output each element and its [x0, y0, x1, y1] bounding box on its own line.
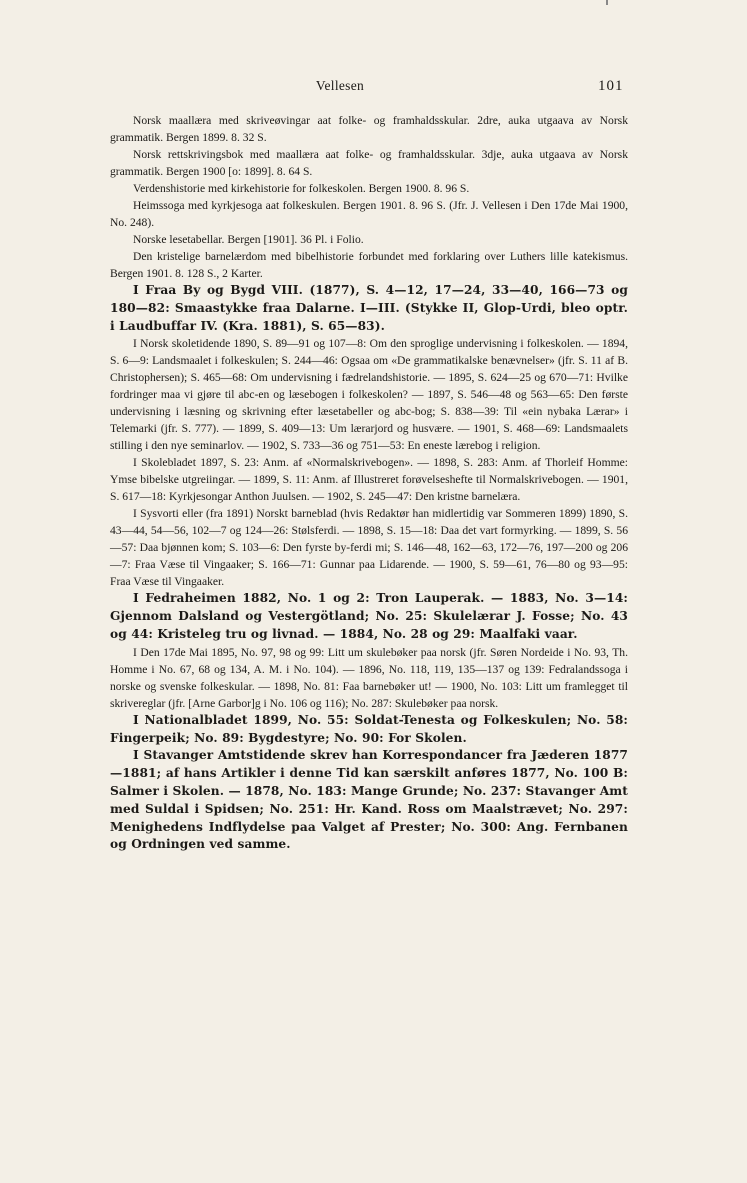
print-mark	[606, 0, 608, 5]
page-number: 101	[598, 78, 624, 94]
entry-heimssoga: Heimssoga med kyrkjesoga aat folkeskulen. Bergen 1901. 8. 96 S. (Jfr. J. Vellesen i Den 17de Mai 1900, No. 248).	[110, 199, 628, 229]
entry-stavanger-amtstidende: I Stavanger Amtstidende skrev han Korrespondancer fra Jæderen 1877—1881; af hans Artikler i denne Tid kan særskilt anføres 1877, No. 100 B: Salmer i Skolen. — 1878, No. 183: Mange Grunde; No. 237: Stavanger Amt med Suldal i Spidsen; No. 251: Hr. Kand. Ross om Maalstrævet; No. 297: Menighedens Indflydelse paa Valget af Prester; No. 300: Ang. Fernbanen og Ordningen ved samme.	[110, 748, 628, 852]
entry-barnelaerdom: Den kristelige barnelærdom med bibelhistorie forbundet med forklaring over Luthers lille katekismus. Bergen 1901. 8. 128 S., 2 Karter.	[110, 250, 628, 280]
entry-verdenshistorie: Verdenshistorie med kirkehistorie for folkeskolen. Bergen 1900. 8. 96 S.	[133, 182, 470, 195]
entry-den-17de-mai: I Den 17de Mai 1895, No. 97, 98 og 99: Litt um skulebøker paa norsk (jfr. Søren Nordeide i No. 93, Th. Homme i No. 67, 68 og 134, A. M. i No. 104). — 1896, No. 118, 119, 135—137 og 139: Fedralandssoga i norske og svenske folkeskular. — 1898, No. 81: Faa barnebøker ut! — 1900, No. 103: Litt um framlegget til skrivereglar (jfr. [Arne Garbor]g i No. 106 og 116); No. 287: Skulebøker paa norsk.	[110, 645, 628, 710]
page-header	[0, 74, 747, 104]
bibliography-text	[110, 112, 628, 854]
running-head: Vellesen	[315, 78, 365, 93]
entry-norsk-maallaera: Norsk maallæra med skriveøvingar aat folke- og framhaldsskular. 2dre, auka utgaava av Norsk grammatik. Bergen 1899. 8. 32 S.	[110, 114, 628, 144]
entry-skolebladet: I Skolebladet 1897, S. 23: Anm. af «Normalskrivebogen». — 1898, S. 283: Anm. af Thorleif Homme: Ymse bibelske utgreiingar. — 1899, S. 11: Anm. af Illustreret forøvelseshefte til Normalskrivebogen. — 1901, S. 617—18: Kyrkjesongar Anthon Juulsen. — 1902, S. 245—47: Den kristne barnelæra.	[110, 456, 628, 504]
entry-nationalbladet: I Nationalbladet 1899, No. 55: Soldat-Tenesta og Folkeskulen; No. 58: Fingerpeik; No. 89: Bygdestyre; No. 90: For Skolen.	[110, 712, 628, 745]
entry-fedraheimen: I Fedraheimen 1882, No. 1 og 2: Tron Lauperak. — 1883, No. 3—14: Gjennom Dalsland og Vestergötland; No. 25: Skulelærar J. Fosse; No. 43 og 44: Kristeleg tru og livnad. — 1884, No. 28 og 29: Maalfaki vaar.	[110, 591, 628, 641]
entry-lesetabellar: Norske lesetabellar. Bergen [1901]. 36 Pl. i Folio.	[133, 233, 364, 246]
entry-fraa-by-og-bygd: I Fraa By og Bygd VIII. (1877), S. 4—12, 17—24, 33—40, 166—73 og 180—82: Smaastykke fraa Dalarne. I—III. (Stykke II, Glop-Urdi, bleo optr. i Laudbuffar IV. (Kra. 1881), S. 65—83).	[110, 283, 628, 333]
entry-sysvorti: I Sysvorti eller (fra 1891) Norskt barneblad (hvis Redaktør han midlertidig var Sommeren 1899) 1890, S. 43—44, 54—56, 102—7 og 124—26: Stølsferdi. — 1898, S. 15—18: Daa det vart formyrking. — 1899, S. 56—57: Daa bjønnen kom; S. 103—6: Den fyrste by-ferdi mi; S. 146—48, 162—63, 172—76, 197—200 og 206—7: Fraa Væse til Vingaaker; S. 166—71: Gunnar paa Lidarende. — 1900, S. 59—61, 76—80 og 93—95: Fraa Væse til Vingaaker.	[110, 507, 628, 589]
entry-norsk-rettskrivingsbok: Norsk rettskrivingsbok med maallæra aat folke- og framhaldsskular. 3dje, auka utgaava av Norsk grammatik. Bergen 1900 [o: 1899]. 8. 64 S.	[110, 148, 628, 178]
entry-norsk-skoletidende: I Norsk skoletidende 1890, S. 89—91 og 107—8: Om den sproglige undervisning i folkeskolen. — 1894, S. 6—9: Landsmaalet i folkeskulen; S. 244—46: Ogsaa om «De grammatikalske benævnelser» (jfr. S. 11 af B. Christophersen); S. 465—68: Om undervisning i fædrelandshistorie. — 1895, S. 624—25 og 670—71: Hvilke fordringer maa vi gjøre til abc-en og læsebogen i folkeskolen? — 1897, S. 546—48 og 563—65: Den første undervisning i læsning og skrivning efter læsetabeller og abc-bog; S. 838—39: Til «ein nybaka Lærar» i Telemarki (jfr. S. 777). — 1899, S. 409—13: Um lærarjord og husvære. — 1901, S. 468—69: Landsmaalets stilling i den nye seminarlov. — 1902, S. 733—36 og 751—53: En eneste lærebog i religion.	[110, 337, 628, 453]
